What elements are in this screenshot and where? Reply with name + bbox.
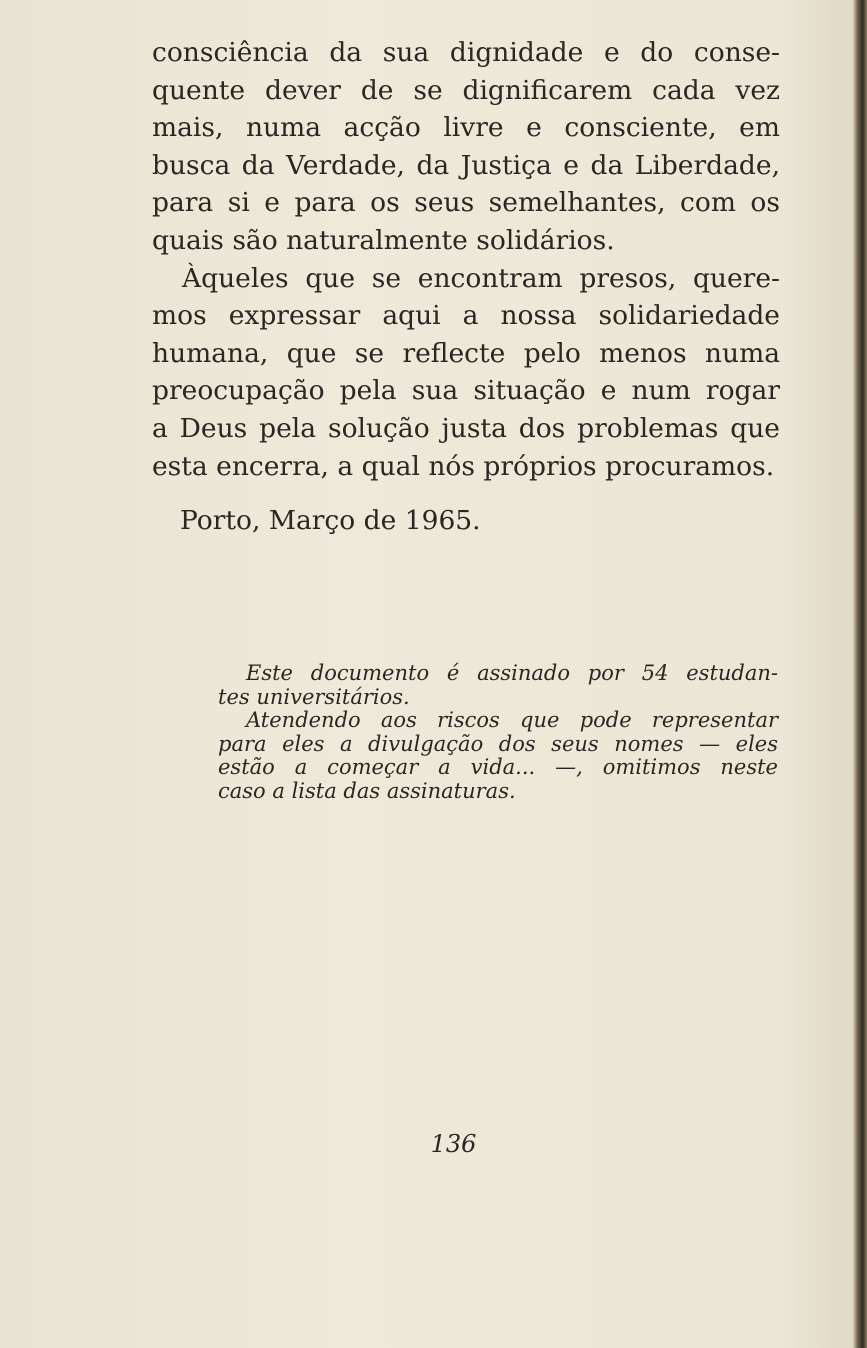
- note-line: Este documento é assinado por 54 estudan-: [246, 661, 778, 685]
- text-line: mais, numa acção livre e consciente, em: [152, 112, 780, 144]
- paragraph-2: [152, 260, 780, 486]
- note-line: Atendendo aos riscos que pode representar: [246, 708, 778, 732]
- text-line: Àqueles que se encontram presos, quere-: [182, 262, 780, 294]
- text-line: a Deus pela solução justa dos problemas que: [152, 412, 780, 444]
- text-line: preocupação pela sua situação e num rogar: [152, 375, 780, 407]
- note-line: estão a começar a vida... —, omitimos neste: [218, 755, 778, 779]
- paragraph-1: [152, 34, 780, 260]
- dateline: Porto, Março de 1965.: [180, 505, 481, 536]
- note-line: tes universitários.: [218, 684, 410, 709]
- text-line: quais são naturalmente solidários.: [152, 224, 615, 256]
- text-line: para si e para os seus semelhantes, com os: [152, 187, 780, 219]
- footnote: [218, 662, 778, 803]
- text-line: humana, que se reflecte pelo menos numa: [152, 337, 780, 369]
- text-line: consciência da sua dignidade e do conse-: [152, 37, 780, 68]
- text-line: quente dever de se dignificarem cada vez: [152, 74, 780, 106]
- note-line: para eles a divulgação dos seus nomes — eles: [218, 731, 778, 756]
- page-number: [0, 1130, 867, 1158]
- page-number-text: 136: [430, 1130, 477, 1158]
- note-line: caso a lista das assinaturas.: [218, 778, 516, 803]
- main-text: [152, 34, 780, 485]
- text-line: busca da Verdade, da Justiça e da Liberdade,: [152, 149, 780, 181]
- text-line: esta encerra, a qual nós próprios procuramos.: [152, 450, 775, 482]
- text-line: mos expressar aqui a nossa solidariedade: [152, 300, 780, 332]
